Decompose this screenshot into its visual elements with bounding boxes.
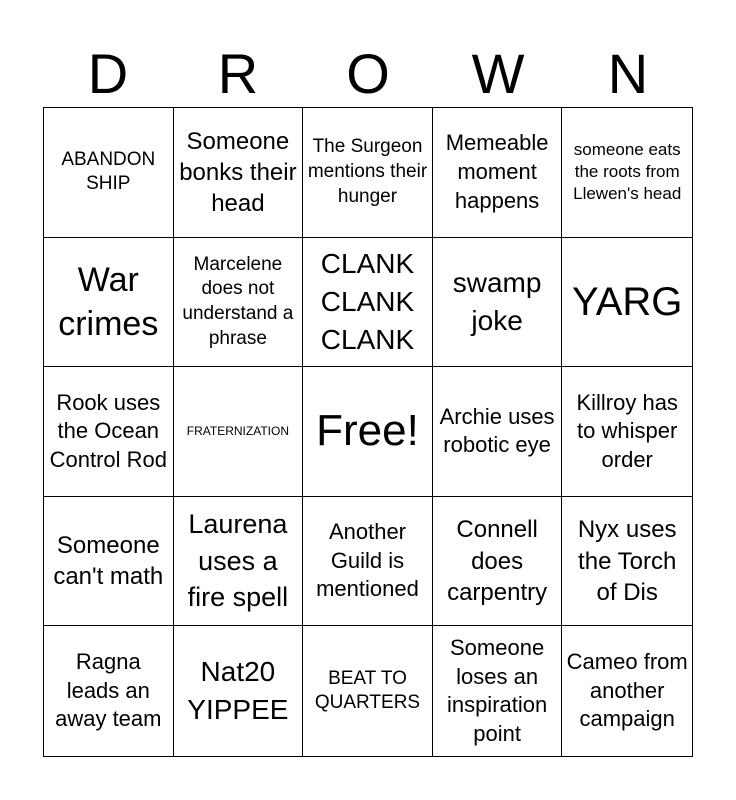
cell-text: YARG bbox=[572, 279, 683, 324]
bingo-cell-r5c2[interactable] bbox=[174, 626, 304, 756]
bingo-cell-r5c1[interactable] bbox=[44, 626, 174, 756]
cell-text: Ragna leads an away team bbox=[55, 649, 162, 732]
cell-text: The Surgeon mentions their hunger bbox=[307, 136, 428, 207]
bingo-board bbox=[43, 107, 693, 757]
bingo-cell-r3c2[interactable] bbox=[174, 367, 304, 497]
bingo-cell-r2c5[interactable] bbox=[562, 238, 692, 368]
header-letter-o: O bbox=[346, 42, 390, 105]
bingo-header bbox=[43, 40, 693, 108]
bingo-cell-r1c1[interactable] bbox=[44, 108, 174, 238]
cell-text: Someone can't math bbox=[53, 531, 164, 591]
cell-text: Someone loses an inspiration point bbox=[446, 635, 548, 746]
bingo-cell-r2c2[interactable] bbox=[174, 238, 304, 368]
cell-text: someone eats the roots from Llewen's head bbox=[573, 140, 682, 204]
cell-text: Another Guild is mentioned bbox=[316, 519, 419, 602]
cell-text: Marcelene does not understand a phrase bbox=[182, 253, 294, 349]
bingo-cell-r3c4[interactable] bbox=[433, 367, 563, 497]
cell-text: Nyx uses the Torch of Dis bbox=[577, 516, 677, 606]
bingo-cell-r1c2[interactable] bbox=[174, 108, 304, 238]
bingo-cell-r4c3[interactable] bbox=[303, 497, 433, 627]
cell-text: Rook uses the Ocean Control Rod bbox=[49, 389, 167, 472]
bingo-cell-r1c5[interactable] bbox=[562, 108, 692, 238]
bingo-cell-r1c4[interactable] bbox=[433, 108, 563, 238]
bingo-cell-r2c3[interactable] bbox=[303, 238, 433, 368]
cell-text: Connell does carpentry bbox=[447, 516, 548, 606]
bingo-cell-r4c1[interactable] bbox=[44, 497, 174, 627]
cell-text: CLANK CLANK CLANK bbox=[320, 248, 415, 355]
header-letter-r: R bbox=[217, 42, 259, 105]
bingo-cell-r3c5[interactable] bbox=[562, 367, 692, 497]
free-space[interactable] bbox=[303, 367, 433, 497]
bingo-cell-r1c3[interactable] bbox=[303, 108, 433, 238]
cell-text: Killroy has to whisper order bbox=[576, 389, 678, 472]
cell-text: Nat20 YIPPEE bbox=[187, 656, 289, 726]
header-letter-d: D bbox=[87, 42, 129, 105]
bingo-cell-r4c5[interactable] bbox=[562, 497, 692, 627]
bingo-cell-r4c2[interactable] bbox=[174, 497, 304, 627]
bingo-cell-r4c4[interactable] bbox=[433, 497, 563, 627]
bingo-cell-r3c1[interactable] bbox=[44, 367, 174, 497]
cell-text: Archie uses robotic eye bbox=[439, 403, 555, 458]
cell-text: ABANDON SHIP bbox=[61, 148, 156, 195]
cell-text: FRATERNIZATION bbox=[186, 424, 289, 439]
header-letter-w: W bbox=[471, 42, 525, 105]
cell-text: swamp joke bbox=[452, 267, 542, 336]
bingo-cell-r5c5[interactable] bbox=[562, 626, 692, 756]
bingo-cell-r5c4[interactable] bbox=[433, 626, 563, 756]
cell-text: War crimes bbox=[58, 260, 159, 343]
cell-text: Free! bbox=[316, 406, 419, 456]
header-letter-n: N bbox=[607, 42, 649, 105]
cell-text: Laurena uses a fire spell bbox=[187, 509, 289, 613]
cell-text: Someone bonks their head bbox=[179, 127, 297, 217]
bingo-cell-r2c4[interactable] bbox=[433, 238, 563, 368]
bingo-cell-r2c1[interactable] bbox=[44, 238, 174, 368]
cell-text: Memeable moment happens bbox=[445, 130, 549, 213]
bingo-cell-r5c3[interactable] bbox=[303, 626, 433, 756]
cell-text: BEAT TO QUARTERS bbox=[314, 667, 421, 714]
cell-text: Cameo from another campaign bbox=[566, 649, 688, 732]
